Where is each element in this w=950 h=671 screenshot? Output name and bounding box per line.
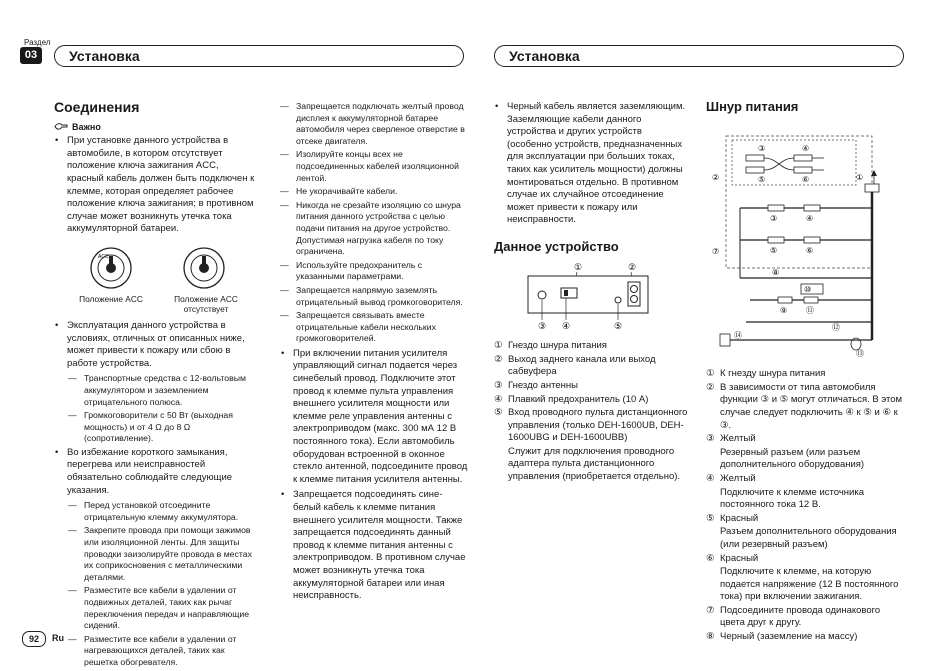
legend-item: ② В зависимости от типа автомобиля функции ③ и ⑤ могут отличаться. В этом случае следует подключить ④ к ⑤ и ⑥ к ③.: [706, 381, 903, 431]
right-page-title: Установка: [494, 45, 904, 67]
svg-text:①: ①: [574, 261, 583, 272]
svg-text:⑪: ⑪: [806, 305, 814, 315]
column-2: [280, 101, 470, 606]
legend-item: ④ Желтый: [706, 472, 756, 484]
unit-heading: Данное устройство: [494, 238, 619, 254]
svg-text:⑤: ⑤: [770, 245, 778, 255]
legend-item: Резервный разъем (или разъем дополнительного оборудования): [720, 446, 865, 471]
svg-text:④: ④: [802, 143, 810, 153]
page-number: 92: [22, 631, 46, 647]
dash-no-strip: — Никогда не срезайте изоляцию со шнура питания данного устройства с целью подачи питания на другое устройство. Допустимая нагрузка кабеля по току ограничена.: [280, 200, 470, 258]
legend-item: ⑦ Подсоедините провода одинакового цвета друг к другу.: [706, 604, 881, 629]
legend-item: Подключите к клемме источника постоянного тока 12 В.: [720, 486, 864, 511]
dash-disconnect: — Перед установкой отсоедините отрицательную клемму аккумулятора.: [68, 500, 256, 523]
svg-text:⑥: ⑥: [806, 245, 814, 255]
dash-bind-cables: — Запрещается связывать вместе отрицательные кабели нескольких громкоговорителей.: [280, 310, 470, 345]
unit-part-item: ② Выход заднего канала или выход сабвуфера: [494, 353, 656, 378]
important-label: Важно: [72, 121, 101, 132]
bullet-amp-control: • При включении питания усилителя управляющий сигнал подается через синебелый провод. Подключите этот провод к клемме пульта управления внешнего усилителя мощности или клемме реле управления антенны с электроприводом (макс. 300 мА 12 В постоянного тока). Если автомобиль оборудован встроенной в оконное стекло антенной, подсоедините провод к клемме питания усилителя антенны.: [280, 348, 470, 487]
svg-text:⑨: ⑨: [780, 305, 788, 315]
bullet-blue-white: • Запрещается подсоединять сине-белый кабель к клемме питания внешнего усилителя мощности. Также запрещается подсоединять данный провод к клемме питания антенны с электроприводом. В противном случае может возникнуть утечка тока аккумуляторной батареи или иная неисправность.: [280, 489, 470, 602]
svg-text:②: ②: [712, 172, 720, 182]
left-page-title: Установка: [54, 45, 464, 67]
svg-text:①: ①: [856, 172, 864, 182]
svg-text:⑧: ⑧: [772, 267, 780, 277]
legend-item: ⑥ Красный: [706, 552, 759, 564]
dash-moving-parts: — Разместите все кабели в удалении от подвижных деталей, таких как рычаг переключения передач и направляющие сидений.: [68, 585, 256, 631]
legend-item: ③ Желтый: [706, 433, 756, 445]
dash-ground: — Запрещается напрямую заземлять отрицательный вывод громкоговорителя.: [280, 285, 470, 308]
dash-speakers: — Громкоговорители с 50 Вт (выходная мощность) и от 4 Ω до 8 Ω (сопротивление).: [68, 410, 256, 445]
svg-text:⑬: ⑬: [856, 348, 864, 358]
connections-heading: Соединения: [54, 99, 140, 115]
svg-text:⑩: ⑩: [804, 284, 812, 294]
dash-heating-parts: — Разместите все кабели в удалении от нагревающихся деталей, таких как решетка обогревателя.: [68, 634, 256, 669]
power-cord-legend: [706, 368, 906, 643]
dash-fasten: — Закрепите провода при помощи зажимов или изоляционной ленты. Для защиты проводки заизолируйте провода в местах их соприкосновения с металлическими деталями.: [68, 525, 256, 583]
svg-text:⑭: ⑭: [734, 330, 742, 340]
bullet-short-circuit: • Во избежание короткого замыкания, перегрева или неисправностей обязательно соблюдайте следующие указания.: [54, 447, 256, 497]
unit-part-item: ⑤ Вход проводного пульта дистанционного управления (только DEH-1600UB, DEH-1600UBG и DEH-1600UBB): [494, 407, 688, 444]
column-3: [494, 101, 688, 485]
dash-yellow-wire: — Запрещается подключать желтый провод дисплея к аккумуляторной батарее автомобиля через сверленое отверстие в отсеке двигателя.: [280, 101, 470, 147]
svg-text:⑫: ⑫: [832, 322, 840, 332]
dash-fuse: — Используйте предохранитель с указанными параметрами.: [280, 260, 470, 283]
legend-item: ⑤ Красный: [706, 512, 759, 524]
acc-text: ACC: [98, 253, 109, 260]
svg-text:⑤: ⑤: [758, 174, 766, 184]
column-1: [54, 101, 256, 671]
dash-battery: — Транспортные средства с 12-вольтовым аккумулятором и заземлением отрицательного полюса.: [68, 373, 256, 408]
svg-text:③: ③: [758, 143, 766, 153]
unit-part-note: Служит для подключения проводного адаптера пульта дистанционного управления (приобретается отдельно).: [508, 445, 681, 483]
bullet-conditions: • Эксплуатация данного устройства в условиях, отличных от описанных ниже, может привести к пожару или сбою в работе устройства.: [54, 320, 256, 370]
svg-text:④: ④: [562, 320, 571, 331]
svg-text:④: ④: [806, 213, 814, 223]
head-unit-rear-diagram: [494, 262, 688, 332]
acc-key-icon: [89, 246, 133, 290]
svg-text:③: ③: [770, 213, 778, 223]
svg-text:③: ③: [538, 320, 547, 331]
svg-text:⑦: ⑦: [712, 246, 720, 256]
no-acc-caption: Положение ACC отсутствует: [174, 293, 238, 314]
no-acc-key-icon: [182, 246, 226, 290]
dash-no-shorten: — Не укорачивайте кабели.: [280, 186, 470, 198]
unit-part-item: ③ Гнездо антенны: [494, 379, 578, 391]
legend-item: ① К гнезду шнура питания: [706, 368, 826, 380]
bullet-ground-cable: • Черный кабель является заземляющим. Заземляющие кабели данного устройства и других устройств (особенно устройств, предназначенных для эксплуатации при больших токах, таких как усилитель мощности) должны монтироваться отдельно. В противном случае их случайное отсоединение может привести к пожару или неисправности.: [494, 101, 688, 227]
acc-caption: Положение ACC: [79, 293, 143, 304]
legend-item: Подключите к клемме, на которую подается напряжение (12 В постоянного тока) при включении зажигания.: [720, 566, 899, 603]
section-label: Раздел: [24, 38, 51, 47]
svg-text:②: ②: [628, 261, 637, 272]
section-number-badge: 03: [20, 47, 42, 64]
bullet-acc: • При установке данного устройства в автомобиле, в котором отсутствует положение ключа зажигания ACC, красный кабель должен быть подключен к клемме, которая определяет рабочее положение ключа зажигания; в противном случае может возникнуть утечка тока аккумуляторной батареи.: [54, 135, 256, 236]
acc-figure: [54, 246, 256, 314]
svg-text:⑥: ⑥: [802, 174, 810, 184]
svg-text:⑤: ⑤: [614, 320, 623, 331]
important-hand-icon: [54, 122, 68, 131]
power-cord-diagram: [706, 118, 906, 358]
unit-parts-list: [494, 340, 688, 484]
important-notice: [54, 121, 256, 134]
legend-item: ⑧ Черный (заземление на массу): [706, 631, 858, 643]
dash-insulate: — Изолируйте концы всех не подсоединенных кабелей изоляционной лентой.: [280, 149, 470, 184]
unit-part-item: ④ Плавкий предохранитель (10 A): [494, 393, 649, 405]
unit-part-item: ① Гнездо шнура питания: [494, 340, 607, 352]
language-code: Ru: [52, 633, 64, 643]
power-cord-heading: Шнур питания: [706, 99, 799, 114]
legend-item: Разъем дополнительного оборудования (или резервный разъем): [720, 526, 897, 550]
column-4: [706, 101, 906, 645]
